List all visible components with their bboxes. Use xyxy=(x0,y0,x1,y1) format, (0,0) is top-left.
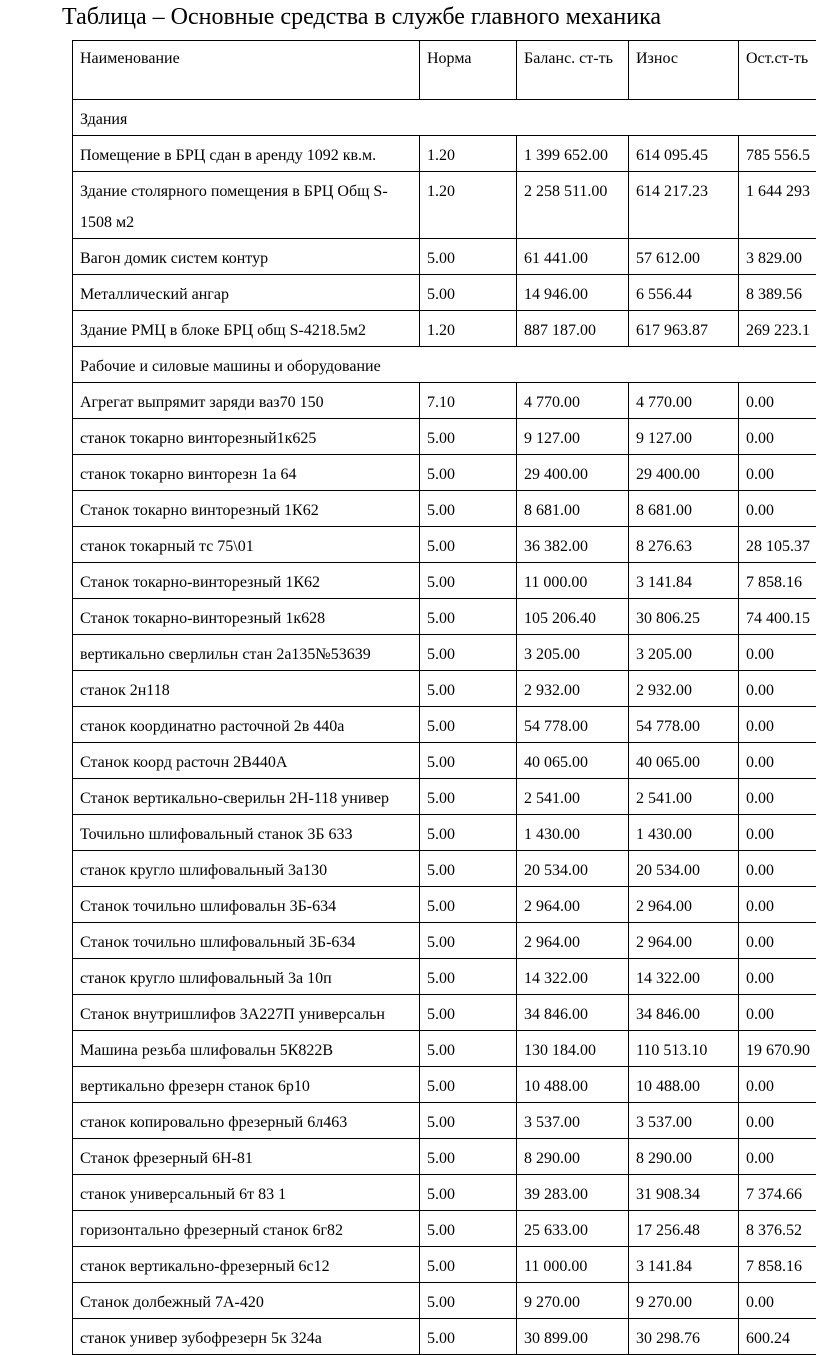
table-row xyxy=(73,136,816,172)
cell-name: Станок токарно винторезный 1К62 xyxy=(73,491,420,527)
cell-residual: 0.00 xyxy=(739,995,816,1031)
cell-wear: 29 400.00 xyxy=(629,455,739,491)
cell-norm: 5.00 xyxy=(420,1211,517,1247)
cell-name: Станок внутришлифов 3А227П универсальн xyxy=(73,995,420,1031)
cell-balance: 34 846.00 xyxy=(517,995,629,1031)
cell-norm: 1.20 xyxy=(420,172,517,239)
table-row xyxy=(73,527,816,563)
cell-residual: 269 223.1 xyxy=(739,311,816,347)
cell-wear: 1 430.00 xyxy=(629,815,739,851)
table-row xyxy=(73,815,816,851)
cell-norm: 5.00 xyxy=(420,923,517,959)
table-row xyxy=(73,671,816,707)
table-row xyxy=(73,1247,816,1283)
cell-name: станок координатно расточной 2в 440а xyxy=(73,707,420,743)
cell-name: Станок долбежный 7А-420 xyxy=(73,1283,420,1319)
cell-wear: 14 322.00 xyxy=(629,959,739,995)
cell-residual: 0.00 xyxy=(739,815,816,851)
cell-balance: 887 187.00 xyxy=(517,311,629,347)
table-row xyxy=(73,311,816,347)
table-row xyxy=(73,887,816,923)
cell-name: Станок фрезерный 6Н-81 xyxy=(73,1139,420,1175)
cell-residual: 0.00 xyxy=(739,707,816,743)
cell-wear: 10 488.00 xyxy=(629,1067,739,1103)
cell-balance: 1 430.00 xyxy=(517,815,629,851)
cell-wear: 30 298.76 xyxy=(629,1319,739,1355)
table-row xyxy=(73,779,816,815)
table-row xyxy=(73,707,816,743)
cell-name: Станок вертикально-сверильн 2Н-118 универ xyxy=(73,779,420,815)
section-title: Здания xyxy=(73,100,816,136)
cell-norm: 5.00 xyxy=(420,887,517,923)
table-row xyxy=(73,923,816,959)
cell-norm: 5.00 xyxy=(420,635,517,671)
cell-balance: 105 206.40 xyxy=(517,599,629,635)
cell-name: станок копировально фрезерный 6л463 xyxy=(73,1103,420,1139)
cell-norm: 5.00 xyxy=(420,743,517,779)
cell-balance: 54 778.00 xyxy=(517,707,629,743)
cell-name: станок токарный тс 75\01 xyxy=(73,527,420,563)
cell-name: Станок точильно шлифовальный 3Б-634 xyxy=(73,923,420,959)
cell-balance: 2 964.00 xyxy=(517,923,629,959)
cell-wear: 8 681.00 xyxy=(629,491,739,527)
table-row xyxy=(73,851,816,887)
cell-norm: 5.00 xyxy=(420,1139,517,1175)
cell-norm: 5.00 xyxy=(420,491,517,527)
header-wear: Износ xyxy=(629,41,739,100)
cell-residual: 7 858.16 xyxy=(739,563,816,599)
cell-residual: 0.00 xyxy=(739,851,816,887)
cell-residual: 0.00 xyxy=(739,635,816,671)
cell-balance: 40 065.00 xyxy=(517,743,629,779)
table-row xyxy=(73,275,816,311)
cell-norm: 5.00 xyxy=(420,1067,517,1103)
cell-wear: 30 806.25 xyxy=(629,599,739,635)
cell-norm: 5.00 xyxy=(420,527,517,563)
table-row xyxy=(73,743,816,779)
cell-balance: 25 633.00 xyxy=(517,1211,629,1247)
cell-norm: 5.00 xyxy=(420,563,517,599)
cell-name: станок универсальный 6т 83 1 xyxy=(73,1175,420,1211)
cell-norm: 5.00 xyxy=(420,1031,517,1067)
header-balance: Баланс. ст-ть xyxy=(517,41,629,100)
cell-name: станок токарно винторезный1к625 xyxy=(73,419,420,455)
cell-balance: 130 184.00 xyxy=(517,1031,629,1067)
header-norm: Норма xyxy=(420,41,517,100)
cell-norm: 5.00 xyxy=(420,707,517,743)
cell-norm: 5.00 xyxy=(420,1175,517,1211)
table-row xyxy=(73,959,816,995)
table-row xyxy=(73,491,816,527)
cell-wear: 57 612.00 xyxy=(629,239,739,275)
cell-norm: 5.00 xyxy=(420,995,517,1031)
table-row xyxy=(73,1283,816,1319)
cell-residual: 785 556.5 xyxy=(739,136,816,172)
table-row xyxy=(73,419,816,455)
cell-norm: 5.00 xyxy=(420,959,517,995)
cell-residual: 0.00 xyxy=(739,887,816,923)
cell-residual: 8 389.56 xyxy=(739,275,816,311)
cell-wear: 614 217.23 xyxy=(629,172,739,239)
cell-wear: 2 932.00 xyxy=(629,671,739,707)
cell-residual: 0.00 xyxy=(739,1139,816,1175)
cell-residual: 3 829.00 xyxy=(739,239,816,275)
table-row xyxy=(73,1067,816,1103)
cell-residual: 19 670.90 xyxy=(739,1031,816,1067)
cell-balance: 1 399 652.00 xyxy=(517,136,629,172)
cell-wear: 8 276.63 xyxy=(629,527,739,563)
assets-table-wrapper xyxy=(72,40,816,1355)
cell-norm: 5.00 xyxy=(420,599,517,635)
cell-wear: 17 256.48 xyxy=(629,1211,739,1247)
cell-wear: 2 964.00 xyxy=(629,923,739,959)
fixed-assets-table xyxy=(72,40,816,1355)
cell-residual: 7 858.16 xyxy=(739,1247,816,1283)
cell-norm: 5.00 xyxy=(420,1247,517,1283)
cell-residual: 1 644 293 xyxy=(739,172,816,239)
cell-balance: 3 205.00 xyxy=(517,635,629,671)
table-row xyxy=(73,239,816,275)
table-row xyxy=(73,563,816,599)
cell-wear: 20 534.00 xyxy=(629,851,739,887)
cell-balance: 14 946.00 xyxy=(517,275,629,311)
cell-balance: 8 290.00 xyxy=(517,1139,629,1175)
cell-norm: 5.00 xyxy=(420,239,517,275)
cell-wear: 110 513.10 xyxy=(629,1031,739,1067)
cell-residual: 0.00 xyxy=(739,959,816,995)
cell-residual: 7 374.66 xyxy=(739,1175,816,1211)
cell-name: вертикально фрезерн станок 6р10 xyxy=(73,1067,420,1103)
page-title: Таблица – Основные средства в службе главного механика xyxy=(62,2,661,32)
cell-name: Станок токарно-винторезный 1К62 xyxy=(73,563,420,599)
header-name: Наименование xyxy=(73,41,420,100)
cell-wear: 40 065.00 xyxy=(629,743,739,779)
cell-balance: 30 899.00 xyxy=(517,1319,629,1355)
table-row xyxy=(73,1175,816,1211)
cell-name: вертикально сверлильн стан 2а135№53639 xyxy=(73,635,420,671)
cell-name: Станок токарно-винторезный 1к628 xyxy=(73,599,420,635)
cell-wear: 6 556.44 xyxy=(629,275,739,311)
table-header-row xyxy=(73,41,816,100)
cell-balance: 39 283.00 xyxy=(517,1175,629,1211)
cell-norm: 5.00 xyxy=(420,455,517,491)
cell-balance: 9 127.00 xyxy=(517,419,629,455)
cell-name: Станок коорд расточн 2В440А xyxy=(73,743,420,779)
table-row xyxy=(73,172,816,239)
cell-wear: 34 846.00 xyxy=(629,995,739,1031)
table-row xyxy=(73,1319,816,1355)
cell-residual: 0.00 xyxy=(739,779,816,815)
cell-name: Помещение в БРЦ сдан в аренду 1092 кв.м. xyxy=(73,136,420,172)
cell-residual: 0.00 xyxy=(739,419,816,455)
cell-name: Станок точильно шлифовальн 3Б-634 xyxy=(73,887,420,923)
cell-residual: 0.00 xyxy=(739,1283,816,1319)
cell-balance: 2 258 511.00 xyxy=(517,172,629,239)
cell-wear: 617 963.87 xyxy=(629,311,739,347)
cell-balance: 3 537.00 xyxy=(517,1103,629,1139)
cell-wear: 3 141.84 xyxy=(629,563,739,599)
cell-residual: 0.00 xyxy=(739,383,816,419)
cell-name: станок кругло шлифовальный 3а 10п xyxy=(73,959,420,995)
table-row xyxy=(73,1211,816,1247)
section-title: Рабочие и силовые машины и оборудование xyxy=(73,347,816,383)
table-row xyxy=(73,1031,816,1067)
cell-name: Здание РМЦ в блоке БРЦ общ S-4218.5м2 xyxy=(73,311,420,347)
cell-balance: 61 441.00 xyxy=(517,239,629,275)
cell-norm: 5.00 xyxy=(420,419,517,455)
cell-balance: 2 932.00 xyxy=(517,671,629,707)
cell-name: Машина резьба шлифовальн 5К822В xyxy=(73,1031,420,1067)
cell-norm: 5.00 xyxy=(420,1319,517,1355)
cell-wear: 54 778.00 xyxy=(629,707,739,743)
cell-residual: 0.00 xyxy=(739,671,816,707)
cell-wear: 31 908.34 xyxy=(629,1175,739,1211)
cell-name: станок кругло шлифовальный 3а130 xyxy=(73,851,420,887)
cell-wear: 4 770.00 xyxy=(629,383,739,419)
cell-balance: 10 488.00 xyxy=(517,1067,629,1103)
cell-norm: 5.00 xyxy=(420,815,517,851)
table-row xyxy=(73,1139,816,1175)
cell-name: Точильно шлифовальный станок 3Б 633 xyxy=(73,815,420,851)
table-body xyxy=(73,41,816,1355)
cell-residual: 0.00 xyxy=(739,491,816,527)
cell-residual: 0.00 xyxy=(739,923,816,959)
cell-norm: 1.20 xyxy=(420,136,517,172)
cell-balance: 36 382.00 xyxy=(517,527,629,563)
cell-norm: 5.00 xyxy=(420,1283,517,1319)
table-row xyxy=(73,635,816,671)
cell-wear: 9 127.00 xyxy=(629,419,739,455)
cell-norm: 5.00 xyxy=(420,779,517,815)
cell-balance: 20 534.00 xyxy=(517,851,629,887)
cell-norm: 7.10 xyxy=(420,383,517,419)
cell-balance: 9 270.00 xyxy=(517,1283,629,1319)
cell-name: Металлический ангар xyxy=(73,275,420,311)
cell-norm: 5.00 xyxy=(420,851,517,887)
cell-balance: 8 681.00 xyxy=(517,491,629,527)
cell-wear: 2 964.00 xyxy=(629,887,739,923)
cell-wear: 2 541.00 xyxy=(629,779,739,815)
cell-residual: 0.00 xyxy=(739,1067,816,1103)
table-row xyxy=(73,1103,816,1139)
table-row xyxy=(73,995,816,1031)
cell-residual: 600.24 xyxy=(739,1319,816,1355)
table-row xyxy=(73,383,816,419)
cell-residual: 0.00 xyxy=(739,743,816,779)
cell-wear: 8 290.00 xyxy=(629,1139,739,1175)
cell-norm: 5.00 xyxy=(420,671,517,707)
cell-residual: 28 105.37 xyxy=(739,527,816,563)
cell-residual: 74 400.15 xyxy=(739,599,816,635)
cell-residual: 8 376.52 xyxy=(739,1211,816,1247)
cell-name: Здание столярного помещения в БРЦ Общ S-1508 м2 xyxy=(73,172,420,239)
cell-balance: 14 322.00 xyxy=(517,959,629,995)
cell-wear: 9 270.00 xyxy=(629,1283,739,1319)
section-row xyxy=(73,347,816,383)
cell-wear: 3 205.00 xyxy=(629,635,739,671)
cell-balance: 2 541.00 xyxy=(517,779,629,815)
section-row xyxy=(73,100,816,136)
cell-norm: 1.20 xyxy=(420,311,517,347)
cell-name: Агрегат выпрямит заряди ваз70 150 xyxy=(73,383,420,419)
header-residual: Ост.ст-ть xyxy=(739,41,816,100)
cell-residual: 0.00 xyxy=(739,455,816,491)
cell-wear: 3 537.00 xyxy=(629,1103,739,1139)
cell-balance: 11 000.00 xyxy=(517,563,629,599)
cell-balance: 4 770.00 xyxy=(517,383,629,419)
cell-name: горизонтально фрезерный станок 6г82 xyxy=(73,1211,420,1247)
cell-wear: 3 141.84 xyxy=(629,1247,739,1283)
cell-balance: 2 964.00 xyxy=(517,887,629,923)
cell-name: станок 2н118 xyxy=(73,671,420,707)
cell-residual: 0.00 xyxy=(739,1103,816,1139)
table-row xyxy=(73,599,816,635)
cell-balance: 11 000.00 xyxy=(517,1247,629,1283)
table-row xyxy=(73,455,816,491)
cell-norm: 5.00 xyxy=(420,1103,517,1139)
cell-name: станок универ зубофрезерн 5к 324а xyxy=(73,1319,420,1355)
cell-name: станок вертикально-фрезерный 6с12 xyxy=(73,1247,420,1283)
cell-balance: 29 400.00 xyxy=(517,455,629,491)
cell-norm: 5.00 xyxy=(420,275,517,311)
cell-name: Вагон домик систем контур xyxy=(73,239,420,275)
cell-wear: 614 095.45 xyxy=(629,136,739,172)
cell-name: станок токарно винторезн 1а 64 xyxy=(73,455,420,491)
